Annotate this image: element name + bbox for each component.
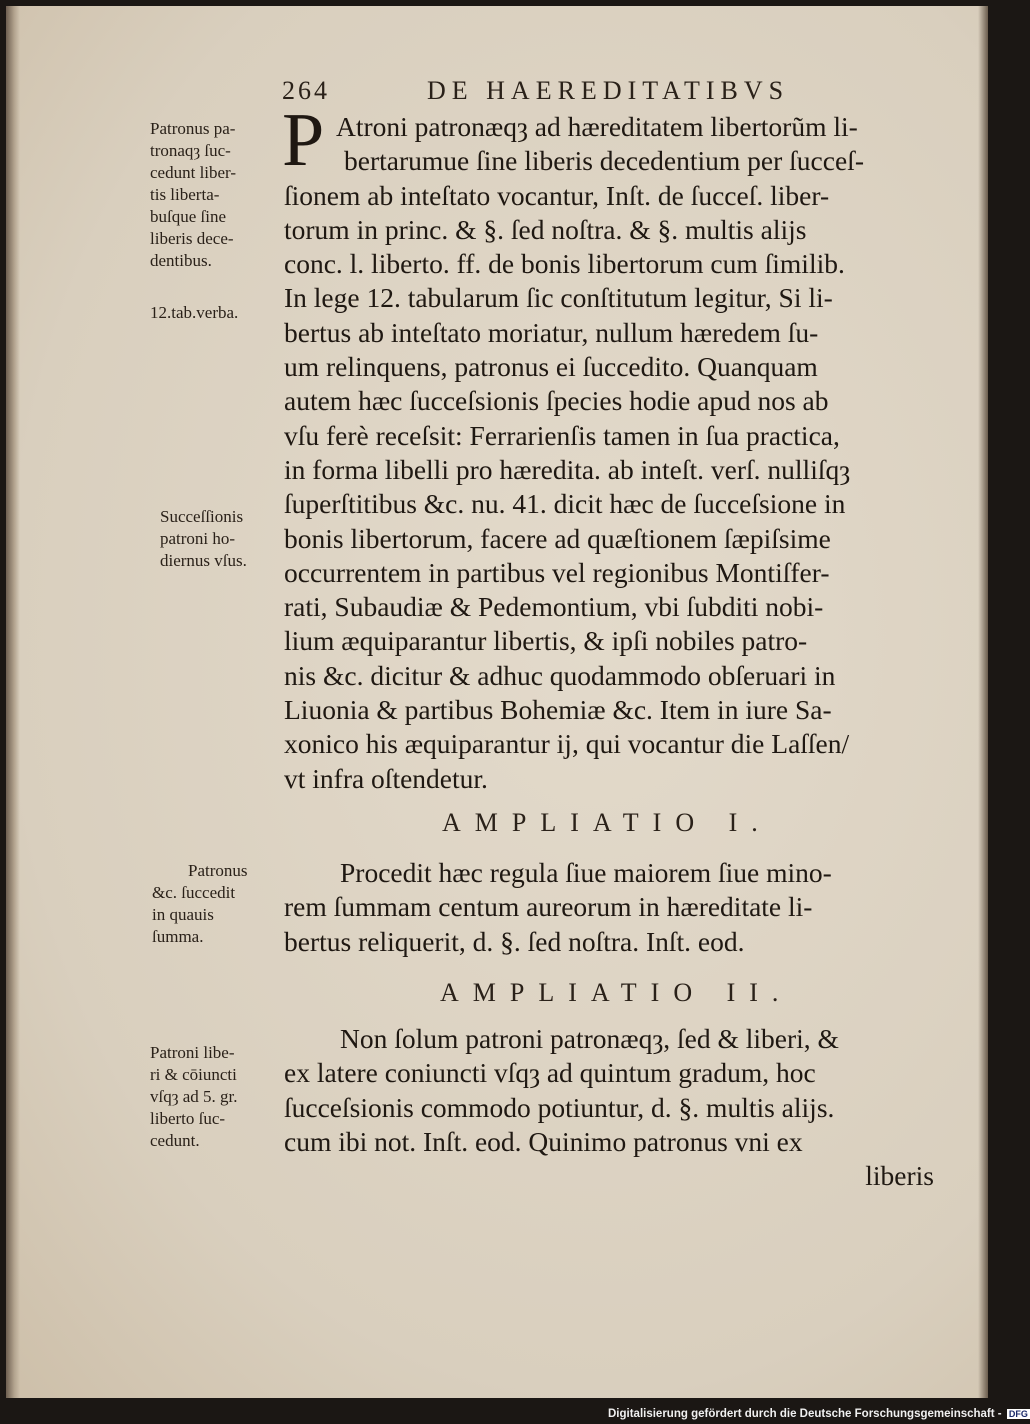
footer-text: Digitalisierung gefördert durch die Deutsche Forschungsgemeinschaft - <box>608 1408 1002 1420</box>
text-line: In lege 12. tabularum ſic conſtitutum legitur, Si li- <box>284 282 833 314</box>
text-line: bertus ab inteſtato moriatur, nullum hæredem ſu- <box>284 316 819 348</box>
section-heading-ampliatio-1: AMPLIATIO I. <box>442 808 772 837</box>
text-line: autem hæc ſucceſsionis ſpecies hodie apud nos ab <box>284 385 829 417</box>
marginal-note-3 <box>160 506 247 572</box>
text-line: Procedit hæc regula ſiue maiorem ſiue mino- <box>340 857 832 888</box>
marginal-note-line: Patronus <box>188 861 248 880</box>
text-line: ex latere coniuncti vſqȝ ad quintum gradum, hoc <box>284 1057 816 1089</box>
text-line: Liuonia & partibus Bohemiæ &c. Item in iure Sa- <box>284 694 832 726</box>
marginal-note-line: Patronus pa- <box>150 119 236 138</box>
marginal-note-2 <box>150 302 238 324</box>
marginal-note-line: liberto ſuc- <box>150 1109 226 1128</box>
text-line: nis &c. dicitur & adhuc quodammodo obſeruari in <box>284 659 836 691</box>
marginal-note-line: tis liberta- <box>150 185 220 204</box>
marginal-note-line: buſque ſine <box>150 207 227 226</box>
text-line: um relinquens, patronus ei ſuccedito. Quanquam <box>284 351 818 383</box>
drop-cap: P <box>282 98 325 182</box>
marginal-note-line: tronaqȝ ſuc- <box>150 141 231 160</box>
marginal-note-line: vſqȝ ad 5. gr. <box>150 1087 238 1106</box>
marginal-note-line: Patroni libe- <box>150 1043 235 1062</box>
section-heading-ampliatio-2: AMPLIATIO II. <box>440 978 793 1007</box>
text-line: vſu ferè receſsit: Ferrarienſis tamen in ſua practica, <box>284 419 840 451</box>
ampliatio-2-paragraph <box>284 1022 944 1193</box>
dfg-logo-icon: DFG <box>1008 1409 1028 1419</box>
text-line: bertus reliquerit, d. §. ſed noſtra. Inſt. eod. <box>284 925 745 957</box>
text-line: torum in princ. & §. ſed noſtra. & §. multis alijs <box>284 213 807 245</box>
marginal-note-line: ſumma. <box>152 927 204 946</box>
marginal-note-line: &c. ſuccedit <box>152 883 236 902</box>
catchword: liberis <box>865 1160 934 1192</box>
text-line: ſionem ab inteſtato vocantur, Inſt. de ſucceſ. liber- <box>284 179 830 211</box>
marginal-note-line: 12.tab.verba. <box>150 303 239 322</box>
text-line: occurrentem in partibus vel regionibus Montiſfer- <box>284 556 830 588</box>
marginal-note-line: dentibus. <box>150 251 212 270</box>
text-line: ſucceſsionis commodo potiuntur, d. §. multis alijs. <box>284 1091 835 1123</box>
ampliatio-1-paragraph <box>284 856 944 959</box>
marginal-note-line: cedunt liber- <box>150 163 237 182</box>
text-line: bonis libertorum, facere ad quæſtionem ſæpiſsime <box>284 522 831 554</box>
marginal-note-line: liberis dece- <box>150 229 234 248</box>
page-edge-shadow <box>978 6 988 1398</box>
main-paragraph <box>282 98 944 796</box>
marginal-note-5 <box>150 1042 237 1152</box>
marginal-note-line: ri & cōiuncti <box>150 1065 237 1084</box>
text-line: rati, Subaudiæ & Pedemontium, vbi ſubditi nobi- <box>284 591 824 623</box>
marginal-note-line: patroni ho- <box>160 529 236 548</box>
text-line: bertarumue ſine liberis decedentium per ſucceſ- <box>344 145 864 177</box>
page-header <box>282 76 852 108</box>
marginal-note-line: diernus vſus. <box>160 551 247 570</box>
marginal-note-line: cedunt. <box>150 1131 200 1150</box>
text-line: Non ſolum patroni patronæqȝ, ſed & liberi, & <box>340 1023 839 1054</box>
marginal-note-1 <box>150 118 236 272</box>
text-line: Atroni patronæqȝ ad hæreditatem libertorũm li- <box>336 111 858 142</box>
marginal-note-4 <box>152 860 248 948</box>
page-number: 264 <box>282 76 330 105</box>
text-line: in forma libelli pro hæredita. ab inteſt. verſ. nulliſqȝ <box>284 453 851 485</box>
text-line: conc. l. liberto. ff. de bonis libertorum cum ſimilib. <box>284 248 845 280</box>
text-line: ſuperſtitibus &c. nu. 41. dicit hæc de ſucceſsione in <box>284 488 846 520</box>
text-line: cum ibi not. Inſt. eod. Quinimo patronus vni ex <box>284 1125 803 1157</box>
running-title: DE HAEREDITATIBVS <box>427 76 790 105</box>
text-line: lium æquiparantur libertis, & ipſi nobiles patro- <box>284 625 808 657</box>
text-line: vt infra oſtendetur. <box>284 762 488 794</box>
page-gutter-shadow <box>6 6 20 1398</box>
marginal-note-line: in quauis <box>152 905 214 924</box>
marginal-note-line: Succeſſionis <box>160 507 244 526</box>
text-line: rem ſummam centum aureorum in hæreditate li- <box>284 891 813 923</box>
text-line: xonico his æquiparantur ij, qui vocantur die Laſſen/ <box>284 728 850 760</box>
digitization-footer <box>608 1408 1030 1424</box>
